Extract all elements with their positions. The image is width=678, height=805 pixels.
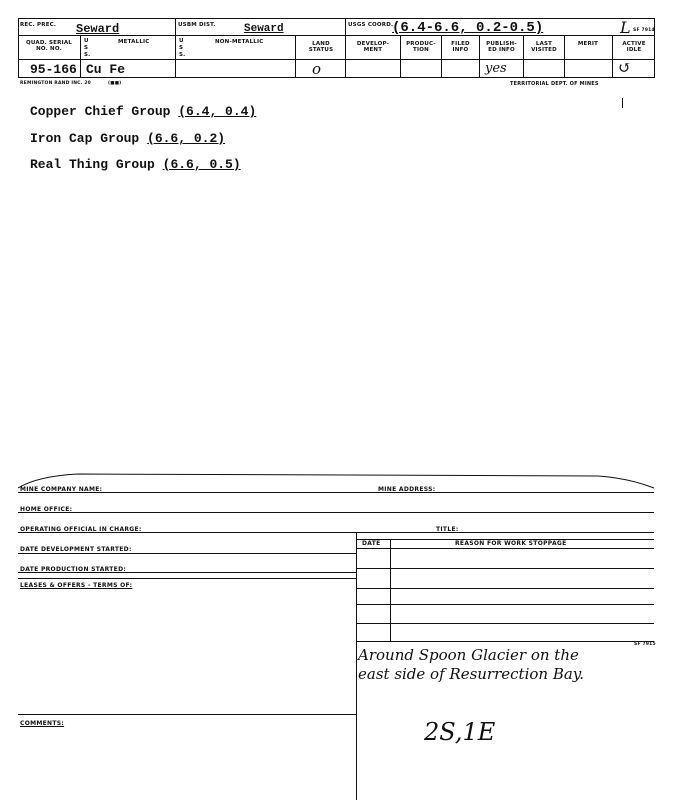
col-development: DEVELOP-MENT xyxy=(356,41,390,53)
operating-official-label: OPERATING OFFICIAL IN CHARGE: xyxy=(20,526,142,533)
printer-label: REMINGTON RAND INC. 20 xyxy=(20,81,91,86)
date-production-label: DATE PRODUCTION STARTED: xyxy=(20,566,127,573)
col-last-visited: LAST VISITED xyxy=(531,41,557,53)
date-label: DATE xyxy=(362,540,381,547)
group-coord: (6.6, 0.5) xyxy=(162,157,241,172)
col-filed-info: FILED INFO xyxy=(451,41,470,53)
col-quad-serial: QUAD. SERIAL NO. NO. xyxy=(26,40,72,52)
handwritten-code: 2S,1E xyxy=(424,718,496,746)
usgs-coord-label: USGS COORD. xyxy=(348,22,394,28)
col-active-idle: ACTIVE IDLE xyxy=(622,41,646,53)
title-label: TITLE: xyxy=(436,526,459,533)
col-production: PRODUC-TION xyxy=(406,41,436,53)
usbm-dist-label: USBM DIST. xyxy=(178,22,216,28)
leases-offers-label: LEASES & OFFERS - TERMS OF: xyxy=(20,582,133,589)
territorial-label: TERRITORIAL DEPT. OF MINES xyxy=(510,81,599,87)
quad-serial-value: 95-166 xyxy=(30,62,77,77)
rec-prec-label: REC. PREC. xyxy=(20,22,57,28)
group-row xyxy=(30,104,256,119)
group-name: Real Thing Group xyxy=(30,157,155,172)
printer-code: (■■) xyxy=(108,81,122,86)
usgs-coord-value: (6.4-6.6, 0.2-0.5) xyxy=(392,20,544,36)
mine-address-label: MINE ADDRESS: xyxy=(378,486,436,493)
group-coord: (6.4, 0.4) xyxy=(178,104,257,119)
handwritten-note-line1: Around Spoon Glacier on the xyxy=(358,646,579,664)
col-land-status: LAND STATUS xyxy=(308,41,334,53)
col-merit: MERIT xyxy=(577,41,599,47)
land-status-value: o xyxy=(312,60,322,78)
group-row xyxy=(30,157,241,172)
metallic-value: Cu Fe xyxy=(86,62,126,77)
date-development-label: DATE DEVELOPMENT STARTED: xyxy=(20,546,132,553)
group-coord: (6.6, 0.2) xyxy=(147,131,226,146)
col-published-info: PUBLISH-ED INFO xyxy=(486,41,517,53)
group-name: Iron Cap Group xyxy=(30,131,140,146)
usbm-dist-value: Seward xyxy=(244,23,284,35)
corner-mark: L xyxy=(620,18,631,37)
col-metallic: METALLIC xyxy=(118,39,150,45)
form-number: SF 7914 xyxy=(633,28,655,33)
published-info-value: yes xyxy=(485,61,507,76)
comments-label: COMMENTS: xyxy=(20,720,65,727)
col-non-metallic: NON-METALLIC xyxy=(215,39,264,45)
mine-company-name-label: MINE COMPANY NAME: xyxy=(20,486,103,493)
rec-prec-value: Seward xyxy=(76,22,120,36)
home-office-label: HOME OFFICE: xyxy=(20,506,73,513)
lower-form-number: SF 7915 xyxy=(634,642,656,647)
group-row xyxy=(30,131,225,146)
active-mark: ↺ xyxy=(618,58,632,77)
reason-stoppage-label: REASON FOR WORK STOPPAGE xyxy=(455,540,567,547)
lower-card-edge xyxy=(18,470,658,492)
group-name: Copper Chief Group xyxy=(30,104,171,119)
handwritten-note-line2: east side of Resurrection Bay. xyxy=(358,665,585,683)
